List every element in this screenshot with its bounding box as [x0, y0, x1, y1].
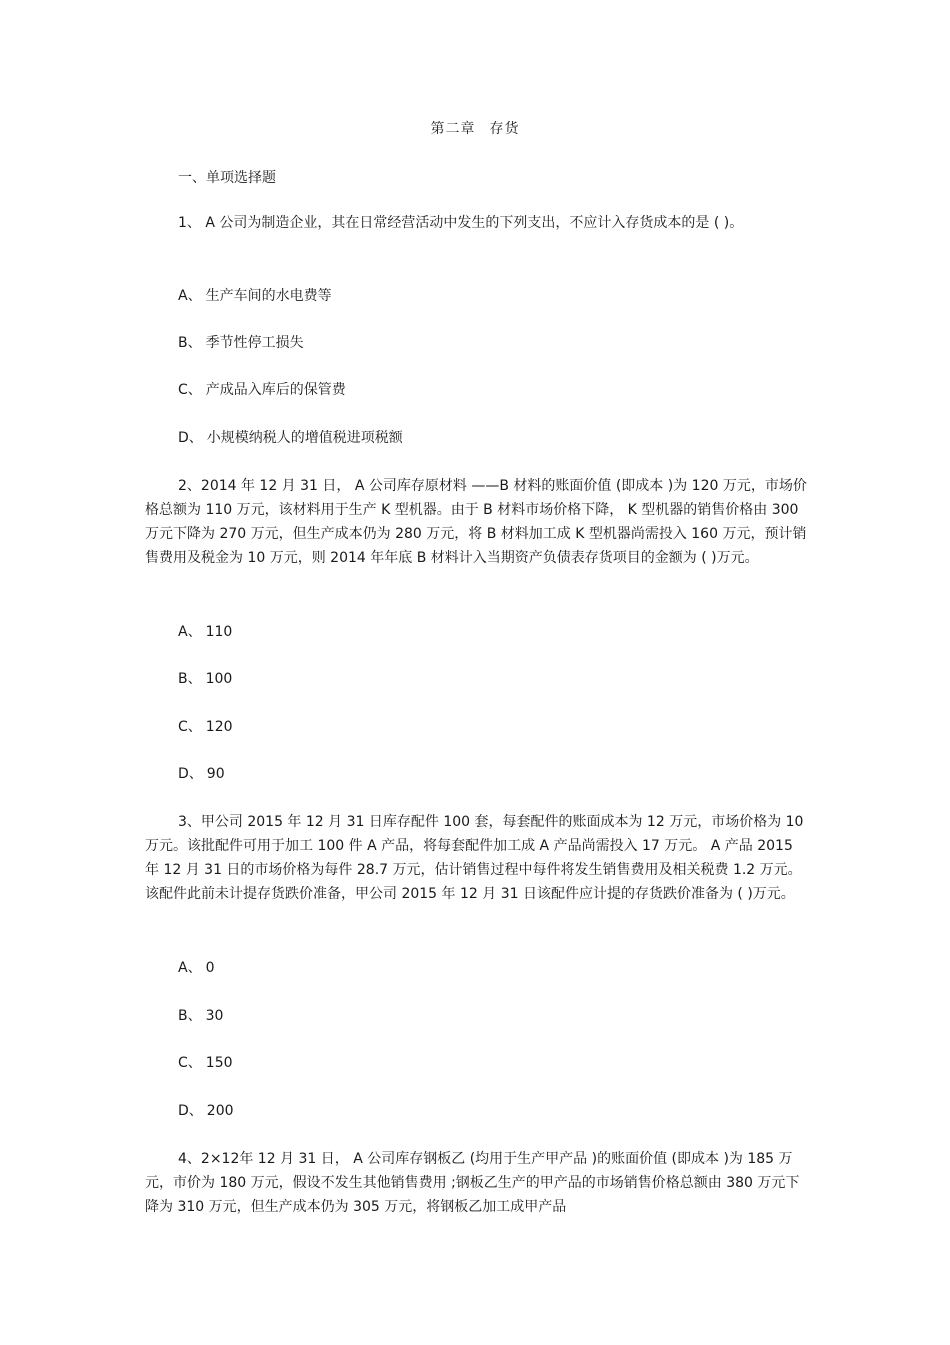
question-2-option-c	[178, 717, 233, 737]
question-2-option-d	[178, 764, 225, 784]
option-letter: D、	[178, 1103, 203, 1119]
chapter-title	[0, 118, 950, 138]
option-letter: D、	[178, 766, 203, 782]
question-1-option-d	[178, 428, 403, 448]
option-text: 产成品入库后的保管费	[205, 382, 346, 398]
option-text: 150	[205, 1055, 233, 1071]
question-2-option-b	[178, 669, 232, 689]
question-3-option-b	[178, 1006, 223, 1026]
question-3-option-d	[178, 1101, 234, 1121]
question-1-stem: 1、 A 公司为制造企业，其在日常经营活动中发生的下列支出，不应计入存货成本的是 ( )。	[178, 215, 744, 231]
option-text: 0	[205, 960, 215, 976]
option-text: 90	[206, 766, 225, 782]
option-letter: A、	[178, 624, 202, 640]
chapter-number: 第二章	[430, 121, 476, 137]
option-text: 生产车间的水电费等	[205, 288, 332, 304]
question-2-option-a	[178, 622, 232, 642]
option-text: 100	[205, 671, 233, 687]
section-heading: 一、单项选择题	[178, 170, 276, 186]
question-3-stem: 3、甲公司 2015 年 12 月 31 日库存配件 100 套，每套配件的账面成本为 12 万元，市场价格为 10 万元。该批配件可用于加工 100 件 A 产品，将每套配件加工成 A 产品尚需投入 17 万元。 A 产品 2015 年 12 月 31 日的市场价格为每件 28.7 万元，估计销售过程中每件将发生销售费用及相关税费 1.2 万元。该配件此前未计提存货跌价准备，甲公司 2015 年 12 月 31 日该配件应计提的存货跌价准备为 ( )万元。	[145, 814, 804, 902]
option-letter: B、	[178, 1008, 202, 1024]
option-text: 小规模纳税人的增值税进项税额	[206, 430, 403, 446]
question-2-stem: 2、2014 年 12 月 31 日， A 公司库存原材料 ——B 材料的账面价值 (即成本 )为 120 万元，市场价格总额为 110 万元，该材料用于生产 K 型机器。由于 B 材料市场价格下降， K 型机器的销售价格由 300 万元下降为 270 万元，但生产成本仍为 280 万元，将 B 材料加工成 K 型机器尚需投入 160 万元，预计销售费用及税金为 10 万元，则 2014 年年底 B 材料计入当期资产负债表存货项目的金额为 ( )万元。	[145, 478, 807, 566]
option-text: 200	[206, 1103, 234, 1119]
option-text: 110	[205, 624, 233, 640]
option-letter: D、	[178, 430, 203, 446]
option-text: 120	[205, 719, 233, 735]
question-3-option-c	[178, 1053, 233, 1073]
chapter-name: 存货	[489, 121, 520, 137]
question-1-option-a	[178, 286, 332, 306]
option-letter: C、	[178, 382, 202, 398]
option-letter: A、	[178, 288, 202, 304]
option-letter: C、	[178, 719, 202, 735]
option-letter: C、	[178, 1055, 202, 1071]
option-text: 季节性停工损失	[205, 335, 304, 351]
option-text: 30	[205, 1008, 224, 1024]
question-4-stem: 4、2×12年 12 月 31 日， A 公司库存钢板乙 (均用于生产甲产品 )的账面价值 (即成本 )为 185 万元，市价为 180 万元，假设不发生其他销售费用 ;钢板乙生产的甲产品的市场销售价格总额由 380 万元下降为 310 万元，但生产成本仍为 305 万元，将钢板乙加工成甲产品	[145, 1151, 800, 1215]
option-letter: B、	[178, 335, 202, 351]
question-1-option-c	[178, 380, 346, 400]
question-1-option-b	[178, 333, 304, 353]
option-letter: B、	[178, 671, 202, 687]
option-letter: A、	[178, 960, 202, 976]
question-3-option-a	[178, 958, 215, 978]
